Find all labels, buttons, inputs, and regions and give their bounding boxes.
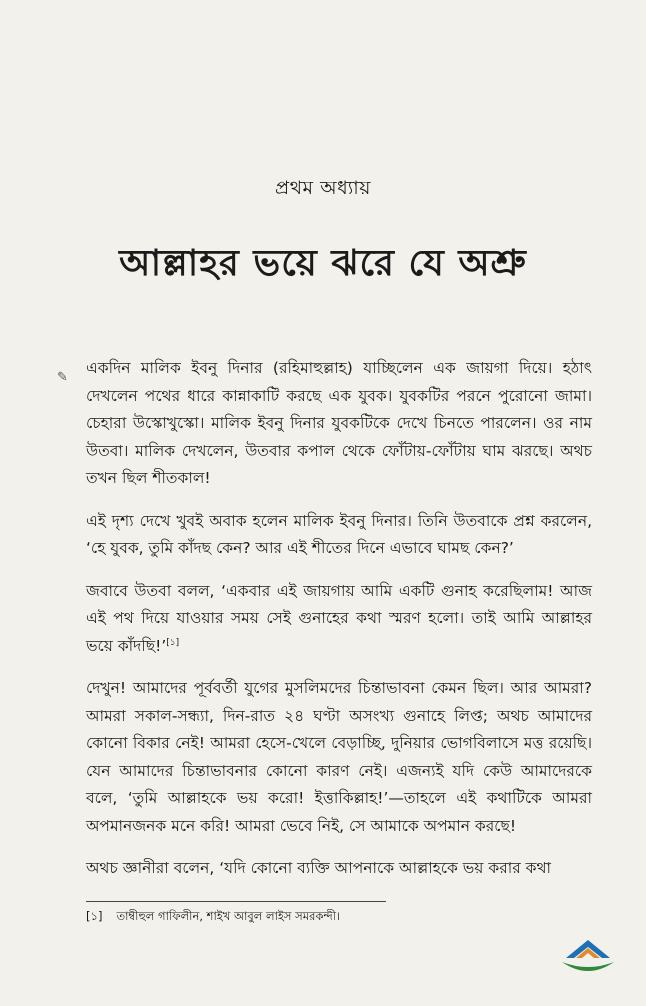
publisher-logo-icon bbox=[558, 936, 618, 976]
paragraph-2: এই দৃশ্য দেখে খুবই অবাক হলেন মালিক ইবনু দিনার। তিনি উতবাকে প্রশ্ন করলেন, ‘হে যুবক, তুমি কাঁদছ কেন? আর এই শীতের দিনে এভাবে ঘামছ কেন?’ bbox=[86, 511, 592, 557]
footnote-divider bbox=[86, 901, 386, 902]
paragraph-1: একদিন মালিক ইবনু দিনার (রহিমাহুল্লাহ) যাচ্ছিলেন এক জায়গা দিয়ে। হঠাৎ দেখলেন পথের ধারে কান্নাকাটি করছে এক যুবক। যুবকটির পরনে পুরোনো জামা। চেহারা উস্কোখুস্কো। মালিক ইবনু দিনার যুবকটিকে দেখে চিনতে পারলেন। ওর নাম উতবা। মালিক দেখলেন, উতবার কপাল থেকে ফোঁটায়-ফোঁটায় ঘাম ঝরছে। অথচ তখন ছিল শীতকাল! bbox=[86, 359, 592, 487]
footnote bbox=[86, 906, 592, 926]
footnote-number: [১] bbox=[86, 909, 103, 923]
body-text bbox=[86, 355, 592, 898]
footnote-text: তাম্বীহুল গাফিলীন, শাইখ আবুল লাইস সমরকন্দী। bbox=[116, 909, 341, 923]
paragraph-3-text: জবাবে উতবা বলল, ‘একবার এই জায়গায় আমি একটি গুনাহ করেছিলাম! আজ এই পথ দিয়ে যাওয়ার সময় সেই গুনাহের কথা স্মরণ হলো। তাই আমি আল্লাহর ভয়ে কাঁদছি!’ bbox=[86, 581, 592, 655]
footnote-reference[interactable]: [১] bbox=[166, 637, 180, 648]
chapter-title: আল্লাহর ভয়ে ঝরে যে অশ্রু bbox=[119, 243, 527, 284]
paragraph-3 bbox=[86, 578, 592, 661]
paragraph-5: অথচ জ্ঞানীরা বলেন, ‘যদি কোনো ব্যক্তি আপনাকে আল্লাহকে ভয় করার কথা bbox=[86, 859, 552, 877]
chapter-label: প্রথম অধ্যায় bbox=[275, 177, 371, 199]
margin-mark-icon: ✎ bbox=[57, 370, 68, 385]
paragraph-4: দেখুন! আমাদের পূর্ববর্তী যুগের মুসলিমদের চিন্তাভাবনা কেমন ছিল। আর আমরা? আমরা সকাল-সন্ধ্যা, দিন-রাত ২৪ ঘণ্টা অসংখ্য গুনাহে লিপ্ত; অথচ আমাদের কোনো বিকার নেই! আমরা হেসে-খেলে বেড়াচ্ছি, দুনিয়ার ভোগবিলাসে মত্ত রয়েছি। যেন আমাদের চিন্তাভাবনার কোনো কারণ নেই। এজন্যই যদি কেউ আমাদেরকে বলে, ‘তুমি আল্লাহকে ভয় করো! ইত্তাকিল্লাহ!’—তাহলে এই কথাটিকে আমরা অপমানজনক মনে করি! আমরা ভেবে নিই, সে আমাকে অপমান করছে! bbox=[86, 679, 592, 835]
